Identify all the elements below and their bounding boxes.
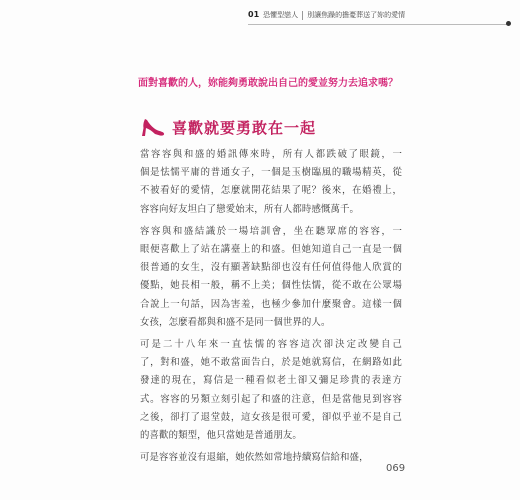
lead-question: 面對喜歡的人，妳能夠勇敢說出自己的愛並努力去追求嗎？ (138, 78, 398, 89)
header-rule (248, 24, 510, 25)
text-line: 容容與和盛結識於一場培訓會，坐在聽眾席的容容，一 (140, 225, 402, 237)
text-line: 容容向好友坦白了戀愛始末，所有人都時感慨萬千。 (140, 203, 360, 215)
text-line: 優點，她長相一般，稱不上美；個性怯懦，從不敢在公眾場 (140, 280, 402, 292)
chapter-subtitle: 別讓焦躁的擔憂葬送了妳的愛情 (307, 11, 406, 19)
section-title: 喜歡就要勇敢在一起 (172, 118, 317, 137)
high-heel-shoe-icon (140, 116, 166, 138)
running-header (248, 8, 510, 22)
body-text (140, 146, 402, 471)
header-dot (506, 21, 511, 26)
paragraph (140, 146, 402, 219)
chapter-number: 01 (248, 10, 260, 19)
text-line: 發達的現在，寫信是一種看似老土卻又彌足珍貴的表達方 (140, 375, 402, 387)
chapter-title: 恐懼型戀人 (263, 11, 299, 19)
header-separator (302, 11, 303, 20)
text-line: 可是二十八年來一直怯懦的容容這次卻決定改變自己 (140, 339, 402, 351)
text-line: 很普通的女生，沒有顯著缺點卻也沒有任何值得他人欣賞的 (140, 262, 402, 274)
text-line: 可是容容並沒有退縮，她依然如常地持續寫信給和盛， (140, 452, 369, 464)
text-line: 了，對和盛，她不敢當面告白，於是她就寫信，在網路如此 (140, 357, 402, 369)
section-heading (140, 116, 316, 138)
text-line: 式。容容的另類立刻引起了和盛的注意，但是當他見到容容 (140, 393, 402, 405)
page-number: 069 (386, 463, 406, 474)
text-line: 的喜歡的類型，他只當她是普通朋友。 (140, 430, 302, 442)
paragraph (140, 223, 402, 332)
paragraph (140, 336, 402, 445)
text-line: 女孩，怎麼看都與和盛不是同一個世界的人。 (140, 316, 331, 328)
paragraph (140, 449, 402, 467)
text-line: 當容容與和盛的婚訊傳來時，所有人都跌破了眼鏡，一 (140, 149, 402, 160)
text-line: 眼便喜歡上了站在講臺上的和盛。但她知道自己一直是一個 (140, 244, 402, 256)
text-line: 個是怯懦平庸的普通女子，一個是玉樹臨風的職場精英，從 (140, 167, 402, 179)
text-line: 合說上一句話，因為害羞，也極少參加什麼聚會。這樣一個 (140, 298, 402, 310)
text-line: 之後，卻打了退堂鼓，這女孩是很可愛，卻似乎並不是自己 (140, 411, 402, 423)
text-line: 不被看好的愛情，怎麼就開花結果了呢？後來，在婚禮上， (140, 185, 402, 197)
